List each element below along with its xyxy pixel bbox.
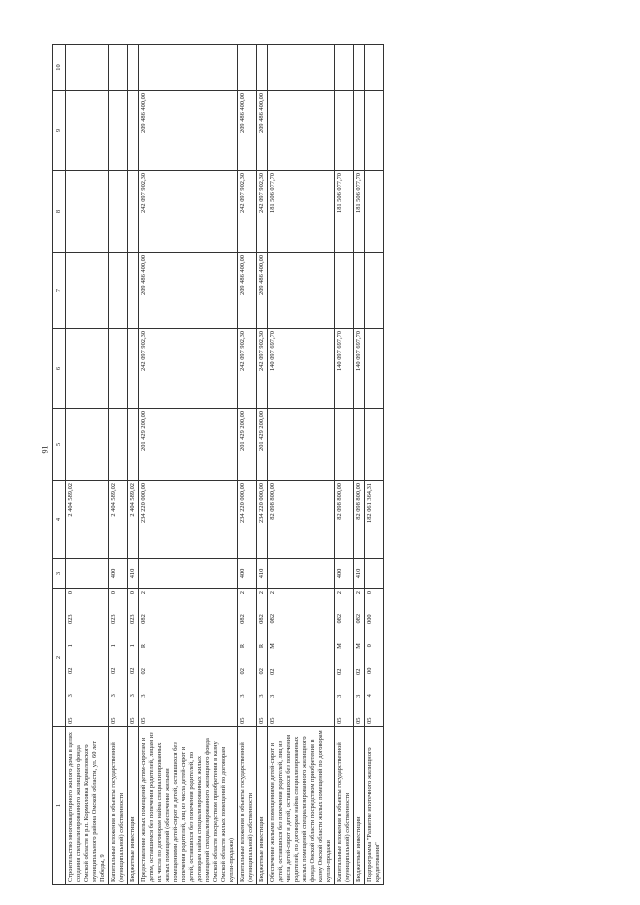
row-col7 bbox=[128, 329, 139, 409]
row-type-code: 400 bbox=[335, 559, 354, 589]
table-body bbox=[66, 45, 384, 885]
page-number: 91 bbox=[40, 445, 50, 454]
row-col10 bbox=[335, 91, 354, 171]
row-name: Бюджетные инвестиции bbox=[257, 727, 268, 885]
row-col10: 209 486 400,00 bbox=[139, 91, 238, 171]
row-col8 bbox=[365, 253, 384, 329]
row-col8 bbox=[66, 253, 109, 329]
code-part: 082 bbox=[258, 614, 265, 624]
code-part: 2 bbox=[336, 591, 343, 595]
code-part: 05 bbox=[129, 717, 136, 724]
header-cell: 10 bbox=[53, 45, 66, 91]
row-col8 bbox=[109, 253, 128, 329]
header-cell: 8 bbox=[53, 171, 66, 253]
code-part: 02 bbox=[269, 668, 276, 675]
code-part: 3 bbox=[67, 694, 74, 698]
row-col10 bbox=[128, 91, 139, 171]
header-cell: 3 bbox=[53, 559, 66, 589]
row-col5: 82 098 800,00 bbox=[354, 481, 365, 559]
code-part: 082 bbox=[336, 613, 343, 624]
row-col5: 234 220 000,00 bbox=[139, 481, 238, 559]
row-col7: 140 097 697,70 bbox=[354, 329, 365, 409]
row-col5: 2 404 589,02 bbox=[128, 481, 139, 559]
code-part: 02 bbox=[239, 668, 246, 675]
row-col7 bbox=[109, 329, 128, 409]
code-part: 3 bbox=[129, 694, 136, 698]
row-col10 bbox=[268, 91, 335, 171]
row-col5: 2 404 589,02 bbox=[109, 481, 128, 559]
row-type-code: 410 bbox=[128, 559, 139, 589]
table-row bbox=[128, 45, 139, 885]
row-extra bbox=[268, 45, 335, 91]
header-cell: 9 bbox=[53, 91, 66, 171]
code-part: 2 bbox=[239, 591, 246, 595]
row-code bbox=[354, 589, 365, 727]
code-part: M bbox=[269, 643, 276, 649]
row-type-code: 400 bbox=[109, 559, 128, 589]
code-part: 1 bbox=[67, 644, 74, 648]
code-part: 0 bbox=[110, 591, 117, 595]
row-col10 bbox=[354, 91, 365, 171]
code-part: 3 bbox=[355, 694, 362, 698]
code-part: 02 bbox=[258, 668, 265, 675]
row-col8: 209 486 400,00 bbox=[238, 253, 257, 329]
table-row bbox=[335, 45, 354, 885]
budget-table bbox=[52, 44, 384, 885]
code-part: 0 bbox=[366, 644, 373, 648]
row-col7: 242 097 902,30 bbox=[238, 329, 257, 409]
code-part: 3 bbox=[269, 694, 276, 698]
row-col10 bbox=[66, 91, 109, 171]
header-cell: 1 bbox=[53, 727, 66, 885]
row-col8 bbox=[335, 253, 354, 329]
row-col6: 201 429 200,00 bbox=[139, 409, 238, 481]
row-col10: 209 486 400,00 bbox=[238, 91, 257, 171]
code-part: 023 bbox=[110, 614, 117, 624]
code-part: 3 bbox=[258, 694, 265, 698]
table-row bbox=[365, 45, 384, 885]
row-col9 bbox=[128, 171, 139, 253]
row-col9: 181 506 077,70 bbox=[335, 171, 354, 253]
row-type-code bbox=[66, 559, 109, 589]
code-part: 082 bbox=[239, 614, 246, 624]
code-part: 05 bbox=[355, 717, 362, 724]
row-col6 bbox=[354, 409, 365, 481]
code-part: 082 bbox=[355, 613, 362, 624]
code-part: 2 bbox=[140, 591, 147, 595]
row-col6: 201 429 200,00 bbox=[238, 409, 257, 481]
code-part: R bbox=[239, 643, 246, 649]
code-part: 3 bbox=[336, 694, 343, 698]
row-name: Подпрограмма "Развитие ипотечного жилищного кредитования" bbox=[365, 727, 384, 885]
row-col6 bbox=[268, 409, 335, 481]
row-code bbox=[335, 589, 354, 727]
code-part: 2 bbox=[258, 591, 265, 595]
row-col9 bbox=[365, 171, 384, 253]
row-col10 bbox=[365, 91, 384, 171]
row-extra bbox=[109, 45, 128, 91]
row-col6 bbox=[66, 409, 109, 481]
row-col5: 234 220 000,00 bbox=[238, 481, 257, 559]
row-col9: 242 097 902,30 bbox=[139, 171, 238, 253]
table-row bbox=[109, 45, 128, 885]
code-part: 3 bbox=[110, 694, 117, 698]
row-col9 bbox=[66, 171, 109, 253]
code-part: 2 bbox=[269, 591, 276, 595]
code-part: 1 bbox=[129, 644, 136, 648]
code-part: 082 bbox=[140, 614, 147, 624]
row-col9: 181 506 077,70 bbox=[268, 171, 335, 253]
row-code bbox=[128, 589, 139, 727]
code-part: 1 bbox=[110, 644, 117, 648]
row-extra bbox=[365, 45, 384, 91]
code-part: 023 bbox=[129, 614, 136, 624]
code-part: 0 bbox=[67, 591, 74, 595]
row-code bbox=[257, 589, 268, 727]
table-row bbox=[238, 45, 257, 885]
code-part: 05 bbox=[140, 717, 147, 724]
row-col6 bbox=[128, 409, 139, 481]
row-col6 bbox=[335, 409, 354, 481]
code-part: 02 bbox=[67, 667, 74, 674]
header-cell: 5 bbox=[53, 409, 66, 481]
row-col6 bbox=[109, 409, 128, 481]
code-part: M bbox=[336, 643, 343, 649]
row-col5: 234 220 000,00 bbox=[257, 481, 268, 559]
row-col7 bbox=[365, 329, 384, 409]
row-code bbox=[238, 589, 257, 727]
row-type-code: 410 bbox=[257, 559, 268, 589]
header-cell: 2 bbox=[53, 589, 66, 727]
row-extra bbox=[335, 45, 354, 91]
row-col8: 209 486 400,00 bbox=[257, 253, 268, 329]
row-code bbox=[365, 589, 384, 727]
code-part: 02 bbox=[140, 668, 147, 675]
code-part: 0 bbox=[129, 591, 136, 595]
code-part: R bbox=[140, 643, 147, 649]
row-code bbox=[109, 589, 128, 727]
row-col7: 140 097 697,70 bbox=[335, 329, 354, 409]
code-part: R bbox=[258, 643, 265, 649]
code-part: M bbox=[355, 643, 362, 649]
row-col5: 82 098 800,00 bbox=[335, 481, 354, 559]
code-part: 05 bbox=[110, 717, 117, 724]
row-col9: 181 506 077,70 bbox=[354, 171, 365, 253]
code-part: 2 bbox=[355, 591, 362, 595]
row-extra bbox=[66, 45, 109, 91]
table-row bbox=[139, 45, 238, 885]
code-part: 0 bbox=[366, 591, 373, 595]
row-col6 bbox=[365, 409, 384, 481]
row-code bbox=[268, 589, 335, 727]
code-part: 3 bbox=[140, 694, 147, 698]
code-part: 02 bbox=[110, 667, 117, 674]
row-col8 bbox=[268, 253, 335, 329]
row-col7: 140 097 697,70 bbox=[268, 329, 335, 409]
row-extra bbox=[238, 45, 257, 91]
table-row bbox=[354, 45, 365, 885]
row-extra bbox=[128, 45, 139, 91]
code-part: 02 bbox=[129, 667, 136, 674]
row-col10 bbox=[109, 91, 128, 171]
row-name: Строительство многоквартирного жилого дома в целях создания специализированного жилищного фонда Омской области в р.п. Кормиловка Кормиловского муниципального района Омской области, ул. 60 лет Победы, 9 bbox=[66, 727, 109, 885]
row-name: Обеспечение жилыми помещениями детей-сирот и детей, оставшихся без попечения родителей, лиц из числа детей-сирот и детей, оставшихся без попечения родителей, по договорам найма специализированных жилых помещений специализированного жилищного фонда Омской области посредством приобретения в казну Омской области жилых помещений по договорам купли-продажи bbox=[268, 727, 335, 885]
code-part: 05 bbox=[239, 717, 246, 724]
header-cell: 7 bbox=[53, 253, 66, 329]
code-part: 02 bbox=[355, 668, 362, 675]
code-part: 00 bbox=[366, 667, 373, 674]
row-col6: 201 429 200,00 bbox=[257, 409, 268, 481]
row-type-code bbox=[139, 559, 238, 589]
row-col7: 242 097 902,30 bbox=[257, 329, 268, 409]
row-col7: 242 097 902,30 bbox=[139, 329, 238, 409]
row-col8 bbox=[128, 253, 139, 329]
code-part: 000 bbox=[366, 614, 373, 624]
code-part: 4 bbox=[366, 694, 373, 698]
row-extra bbox=[354, 45, 365, 91]
row-type-code bbox=[268, 559, 335, 589]
code-part: 05 bbox=[366, 717, 373, 724]
row-name: Капитальные вложения в объекты государственной (муниципальной) собственности bbox=[335, 727, 354, 885]
budget-table-rotated bbox=[52, 45, 592, 885]
header-cell: 6 bbox=[53, 329, 66, 409]
row-col9: 242 097 902,30 bbox=[257, 171, 268, 253]
code-part: 05 bbox=[67, 717, 74, 724]
row-col8 bbox=[354, 253, 365, 329]
code-part: 02 bbox=[336, 668, 343, 675]
header-cell: 4 bbox=[53, 481, 66, 559]
code-part: 082 bbox=[269, 613, 276, 624]
row-code bbox=[139, 589, 238, 727]
code-part: 023 bbox=[67, 614, 74, 624]
code-part: 3 bbox=[239, 694, 246, 698]
row-name: Бюджетные инвестиции bbox=[354, 727, 365, 885]
row-name: Предоставление жилых помещений детям-сиротам и детям, оставшимся без попечения родителей, лицам из их числа по договорам найма специализированных жилых помещений (обеспечение жилыми помещениями детей-сирот и детей, оставшихся без попечения родителей, лиц из числа детей-сирот и детей, оставшихся без попечения родителей, по договорам найма специализированных жилых помещений специализированного жилищного фонда Омской области посредством приобретения в казну Омской области жилых помещений по договорам купли-продажи) bbox=[139, 727, 238, 885]
row-extra bbox=[257, 45, 268, 91]
row-extra bbox=[139, 45, 238, 91]
code-part: 05 bbox=[336, 717, 343, 724]
row-col10: 209 486 400,00 bbox=[257, 91, 268, 171]
row-type-code bbox=[365, 559, 384, 589]
row-col5: 82 098 800,00 bbox=[268, 481, 335, 559]
row-code bbox=[66, 589, 109, 727]
row-col5: 2 404 589,02 bbox=[66, 481, 109, 559]
row-type-code: 400 bbox=[238, 559, 257, 589]
header-row bbox=[53, 45, 66, 885]
row-type-code: 410 bbox=[354, 559, 365, 589]
row-name: Капитальные вложения в объекты государственной (муниципальной) собственности bbox=[238, 727, 257, 885]
row-col9 bbox=[109, 171, 128, 253]
row-col7 bbox=[66, 329, 109, 409]
row-name: Бюджетные инвестиции bbox=[128, 727, 139, 885]
table-row bbox=[66, 45, 109, 885]
row-name: Капитальные вложения в объекты государственной (муниципальной) собственности bbox=[109, 727, 128, 885]
table-row bbox=[257, 45, 268, 885]
table-row bbox=[268, 45, 335, 885]
row-col5: 182 061 364,31 bbox=[365, 481, 384, 559]
row-col9: 242 097 902,30 bbox=[238, 171, 257, 253]
code-part: 05 bbox=[269, 717, 276, 724]
row-col8: 209 486 400,00 bbox=[139, 253, 238, 329]
code-part: 05 bbox=[258, 717, 265, 724]
